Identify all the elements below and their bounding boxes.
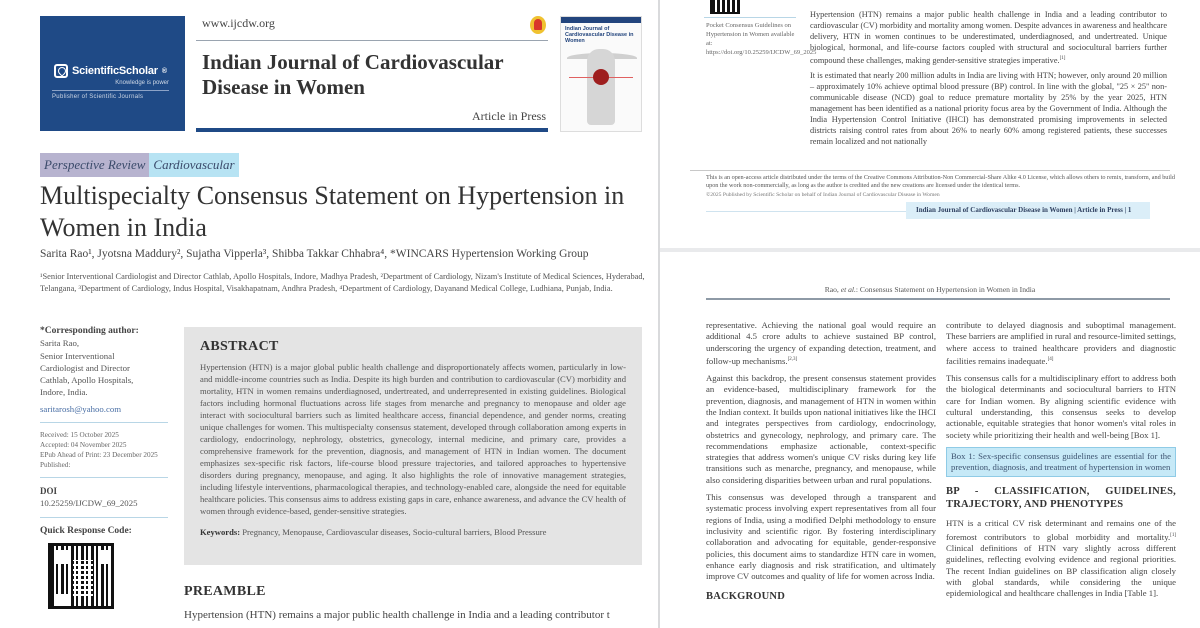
license-divider (690, 170, 1170, 171)
citation[interactable]: [1] (1170, 532, 1176, 538)
section-heading-bp-classification: BP - CLASSIFICATION, GUIDELINES, TRAJECTORY, AND PHENOTYPES (946, 486, 1176, 511)
article-category-tag: Cardiovascular (149, 153, 238, 177)
box-1-callout: Box 1: Sex-specific consensus guidelines are essential for the prevention, diagnosis, and treatment of hypertension in women (946, 447, 1176, 478)
affiliations: ¹Senior Interventional Cardiologist and Director Cathlab, Apollo Hospitals, Indore, Madhya Pradesh, ²Department of Cardiology, Nizam's Institute of Medical Sciences, Hyderabad, Telangana, ³Department of Cardiology, Indus Hospital, Visakhapatnam, Andhra Pradesh, ⁴Department of Cardiology, Dayanand Medical College, Ludhiana, Punjab, India. (40, 272, 645, 293)
article-title: Multispecialty Consensus Statement on Hypertension in Women in India (40, 181, 625, 242)
sidebar-divider (40, 517, 168, 518)
preamble-text: Hypertension (HTN) remains a major public health challenge in India and a leading contributor t (184, 609, 610, 621)
publisher-logo-block (40, 16, 185, 131)
column-left (706, 320, 936, 610)
corresponding-line: Cathlab, Apollo Hospitals, (40, 375, 134, 386)
abstract-text: Hypertension (HTN) is a major global public health challenge and disproportionately affects women, particularly in low- and middle-income countries such as India. Despite its high burden and contribution to cardiovascular (CV) morbidity and mortality, HTN in women remains underdiagnosed, undertreated, and underrepresented in existing guidelines. Biological factors including hormonal fluctuations across life stages from menarche and pregnancy to menopause and older age interact with sociocultural barriers such as limited healthcare access, financial dependence, and gender norms, creating unique challenges for women. This multispecialty consensus statement, developed through collaboration among experts in cardiology, endocrinology, nephrology, obstetrics, gynecology, internal medicine, and primary care, provides a comprehensive framework for the prevention, diagnosis, and management of HTN in Indian women. The document emphasizes sex-specific risk factors, life-course blood pressure trajectories, and tailored approaches to hypertensive disorders during pregnancy, menopause, and aging. It also highlights the role of innovative management strategies, including lifestyle interventions, pharmacological therapies, and technology-enabled care, alongside the need for equitable healthcare policies. This consensus aims to address existing gaps in care, enhance awareness, and advance the CV health of women through evidence-based, gender-sensitive strategies. (200, 362, 626, 516)
column-right (946, 320, 1176, 605)
publisher-tagline: Knowledge is power (115, 80, 169, 86)
author-list: Sarita Rao¹, Jyotsna Maddury², Sujatha Vipperla³, Shibba Takkar Chhabra⁴, *WINCARS Hypertension Working Group (40, 248, 589, 260)
article-tags (40, 153, 239, 177)
preamble-heading: PREAMBLE (184, 584, 266, 599)
publisher-name: ScientificScholar (72, 65, 158, 77)
article-info-sidebar (40, 325, 168, 609)
publisher-logo (54, 64, 167, 78)
running-head-etal: et al. (840, 285, 856, 294)
page-two (660, 252, 1200, 628)
journal-cover-image (560, 16, 642, 132)
published-date: Published: (40, 461, 71, 470)
body-paragraph (810, 10, 1167, 66)
corresponding-line: Cardiologist and Director (40, 362, 130, 373)
body-paragraph: This consensus calls for a multidisciplinary effort to address both the biological determinants and sociocultural barriers to HTN care for Indian women. By aligning scientific evidence with cultural understanding, this consensus seeks to develop actionable, equitable strategies that honor women's vital roles in society while prioritizing their health and well-being [Box 1]. (946, 373, 1176, 440)
body-paragraph: This consensus was developed through a transparent and systematic process involving expert representatives from all four regions of India, using a modified Delphi methodology to ensure inclusivity and scientific rigor. By fostering interdisciplinary collaboration and advocating for equitable, gender-responsive policies, this document aims to standardize HTN care in women, enhance early diagnosis and risk stratification, and ultimately improve CV outcomes and quality of life for women across India. (706, 492, 936, 582)
paragraph-text: Hypertension (HTN) remains a major public health challenge in India and a leading contributor to cardiovascular (CV) morbidity and mortality among women. Despite advances in awareness and healthcare delivery, HTN in women continues to be underestimated, underdiagnosed, and undertreated. Unique biological, hormonal, and life-course factors coupled with structural and sociocultural barriers further compound these challenges, making gender-sensitive strategies imperative. (810, 10, 1167, 65)
citation[interactable]: [4] (1047, 356, 1054, 362)
running-head-title: : Consensus Statement on Hypertension in Women in India (855, 285, 1036, 294)
sidebar-divider (704, 17, 796, 18)
doi-link[interactable]: 10.25259/IJCDW_69_2025 (40, 498, 138, 509)
heart-icon (593, 69, 609, 85)
open-access-lock-icon (530, 16, 546, 34)
corresponding-line: Sarita Rao, (40, 338, 80, 349)
footer-rule (706, 211, 906, 212)
journal-url[interactable]: www.ijcdw.org (202, 16, 275, 30)
publisher-subline: Publisher of Scientific Journals (52, 94, 144, 100)
cover-figure (587, 49, 615, 125)
license-notice (706, 174, 1176, 199)
page-one-continued (660, 0, 1200, 248)
journal-header-rule (196, 40, 548, 41)
journal-title: Indian Journal of Cardiovascular Disease in Women (202, 50, 504, 99)
corresponding-line: Senior Interventional (40, 350, 115, 361)
body-paragraph: It is estimated that nearly 200 million adults in India are living with HTN; however, only around 20 million – approximately 10% achieve optimal blood pressure (BP) control. In line with the global, "25 × 25" non-communicable disease (NCD) goal to reduce premature mortality by 25% by the year 2025, HTN management has been identified as a national priority focus area by the Government of India. Although the India Hypertension Control Initiative (IHCI) has demonstrated promising improvements in selected districts raising control rates from about 26% to nearly 60% among registered patients, these successes remain localized and not nationally (810, 71, 1167, 146)
abstract-box (184, 327, 642, 565)
body-paragraph (706, 320, 936, 367)
section-heading-background: BACKGROUND (706, 591, 786, 603)
abstract-heading: ABSTRACT (200, 339, 279, 354)
body-paragraph: Against this backdrop, the present consensus statement provides an evidence-based, multidisciplinary framework for the prevention, diagnosis, and management of HTN in women within the Indian context. It builds upon national initiatives like the IHCI and integrates perspectives from cardiology, endocrinology, obstetrics and gynecology, nephrology, and primary care. The recommendations emphasize actionable, context-specific strategies that address women's unique CV risks during key life transitions such as menarche, pregnancy, and menopause, while also considering disparities between urban and rural populations. (706, 373, 936, 485)
pocket-guide-qr-icon[interactable] (710, 0, 740, 14)
citation[interactable]: [1] (1059, 55, 1066, 61)
qr-code-label: Quick Response Code: (40, 525, 132, 536)
page-footer: Indian Journal of Cardiovascular Disease in Women | Article in Press | 1 (906, 202, 1150, 219)
running-head-rule (706, 298, 1170, 300)
accepted-date: Accepted: 04 November 2025 (40, 441, 127, 450)
keywords (200, 527, 626, 537)
paragraph-text: contribute to delayed diagnosis and suboptimal management. These barriers are amplified in rural and resource-limited settings, where access to trained healthcare providers and diagnostic facilities remains inadequate. (946, 320, 1176, 366)
article-type-tag: Perspective Review (40, 153, 149, 177)
paragraph-text: Clinical definitions of HTN vary slightly across different guidelines, reflecting evolving evidence and regional priorities. The recent Indian guidelines on BP classification align closely with global standards, while considering the unique epidemiological and healthcare challenges in India [Table 1]. (946, 542, 1176, 599)
qr-code-icon[interactable] (48, 543, 114, 609)
pocket-guidelines-note: Pocket Consensus Guidelines on Hypertension in Women available at: https://doi.org/10.25259/IJCDW_69_2025 (706, 22, 817, 56)
journal-header (196, 16, 548, 132)
sidebar-divider (40, 477, 168, 478)
registered-mark: ® (161, 67, 167, 75)
journal-header-bar (196, 128, 548, 132)
publisher-divider (52, 90, 169, 91)
article-status: Article in Press (472, 109, 546, 123)
license-text: This is an open-access article distributed under the terms of the Creative Commons Attribution-Non Commercial-Share Alike 4.0 License, which allows others to remix, transform, and build upon the work non-commercially, as long as the author is credited and the new creations are licensed under the identical terms. (706, 174, 1175, 190)
keywords-list: Pregnancy, Menopause, Cardiovascular diseases, Socio-cultural barriers, Blood Pressure (242, 527, 547, 537)
author-email-link[interactable]: saritarosh@yahoo.com (40, 403, 122, 414)
copyright-text: ©2025 Published by Scientific Scholar on behalf of Indian Journal of Cardiovascular Disease in Women (706, 191, 940, 198)
keywords-label: Keywords: (200, 527, 241, 537)
scientific-scholar-logo-icon (54, 64, 68, 78)
doi-label: DOI (40, 486, 58, 497)
body-paragraph (946, 518, 1176, 599)
corresponding-author-label: *Corresponding author: (40, 326, 139, 336)
citation[interactable]: [2,3] (787, 356, 798, 362)
paragraph-text: representative. Achieving the national goal would require an additional 4.5 crore adults to achieve sustained BP control, underscoring the urgency of expanding detection, treatment, and follow-up mechanisms. (706, 320, 936, 366)
running-head-author: Rao, (824, 285, 841, 294)
corresponding-line: Indore, India. (40, 387, 88, 398)
epub-date: EPub Ahead of Print: 23 December 2025 (40, 451, 158, 460)
preamble-body (810, 10, 1167, 153)
body-paragraph (946, 320, 1176, 367)
running-head (660, 285, 1200, 294)
paragraph-text: HTN is a critical CV risk determinant and remains one of the foremost contributors to global morbidity and mortality. (946, 518, 1176, 542)
received-date: Received: 15 October 2025 (40, 431, 119, 440)
sidebar-divider (40, 422, 168, 423)
cover-title: Indian Journal of Cardiovascular Disease in Women (565, 26, 634, 44)
